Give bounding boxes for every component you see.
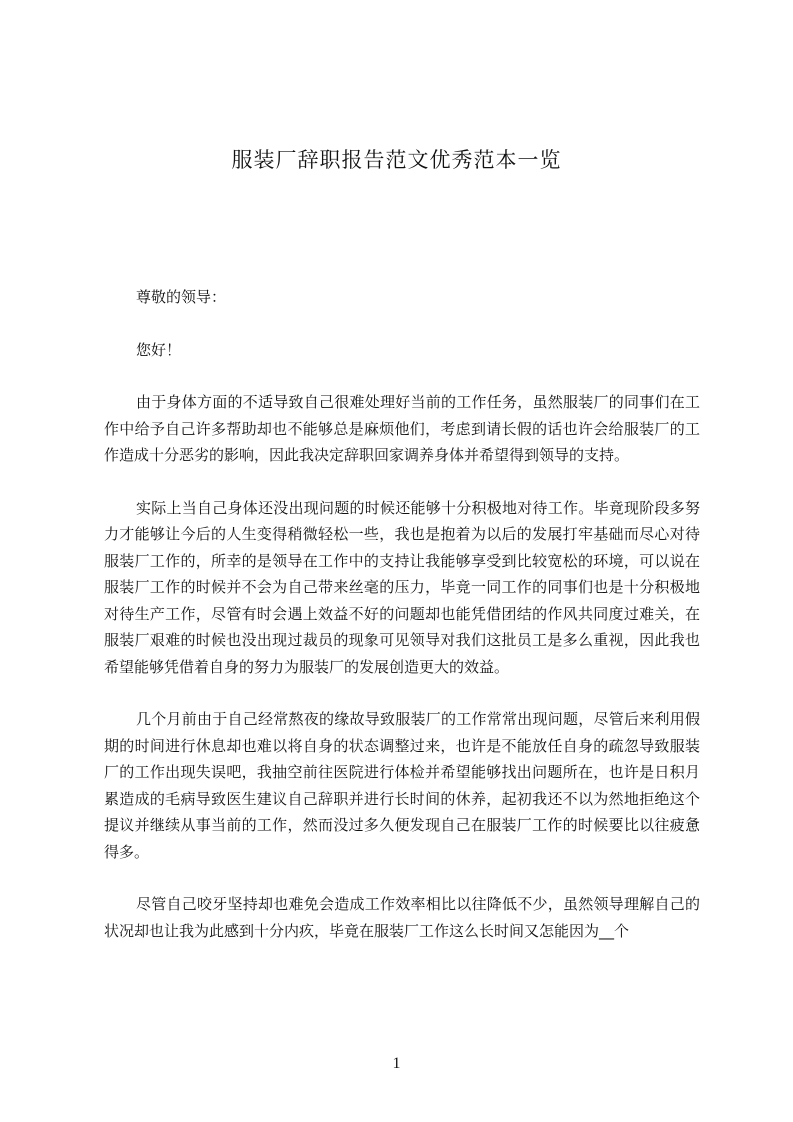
page-number: 1 [392, 1055, 401, 1072]
salutation: 尊敬的领导： [136, 288, 227, 306]
greeting: 您好！ [136, 340, 182, 359]
document-body [104, 284, 700, 970]
paragraph: 由于身体方面的不适导致自己很难处理好当前的工作任务，虽然服装厂的同事们在工作中给予自己许多帮助却也不能够总是麻烦他们，考虑到请长假的话也许会给服装厂的工作造成十分恶劣的影响，因此我决定辞职回家调养身体并希望得到领导的支持。 [104, 393, 700, 464]
paragraph: 几个月前由于自己经常熬夜的缘故导致服装厂的工作常常出现问题，尽管后来利用假期的时间进行休息却也难以将自身的状态调整过来，也许是不能放任自身的疏忽导致服装厂的工作出现失误吧，我抽空前往医院进行体检并希望能够找出问题所在，也许是日积月累造成的毛病导致医生建议自己辞职并进行长时间的休养，起初我还不以为然地拒绝这个提议并继续从事当前的工作，然而没过多久便发现自己在服装厂工作的时候要比以往疲惫得多。 [104, 710, 700, 861]
paragraph: 尽管自己咬牙坚持却也难免会造成工作效率相比以往降低不少，虽然领导理解自己的状况却也让我为此感到十分内疚，毕竟在服装厂工作这么长时间又怎能因为__个 [104, 895, 700, 940]
document-title: 服装厂辞职报告范文优秀范本一览 [231, 148, 562, 172]
paragraph: 实际上当自己身体还没出现问题的时候还能够十分积极地对待工作。毕竟现阶段多努力才能够让今后的人生变得稍微轻松一些，我也是抱着为以后的发展打牢基础而尽心对待服装厂工作的，所幸的是领导在工作中的支持让我能够享受到比较宽松的环境，可以说在服装厂工作的时候并不会为自己带来丝毫的压力，毕竟一同工作的同事们也是十分积极地对待生产工作，尽管有时会遇上效益不好的问题却也能凭借团结的作风共同度过难关，在服装厂艰难的时候也没出现过裁员的现象可见领导对我们这批员工是多么重视，因此我也希望能够凭借着自身的努力为服装厂的发展创造更大的效益。 [104, 498, 700, 676]
